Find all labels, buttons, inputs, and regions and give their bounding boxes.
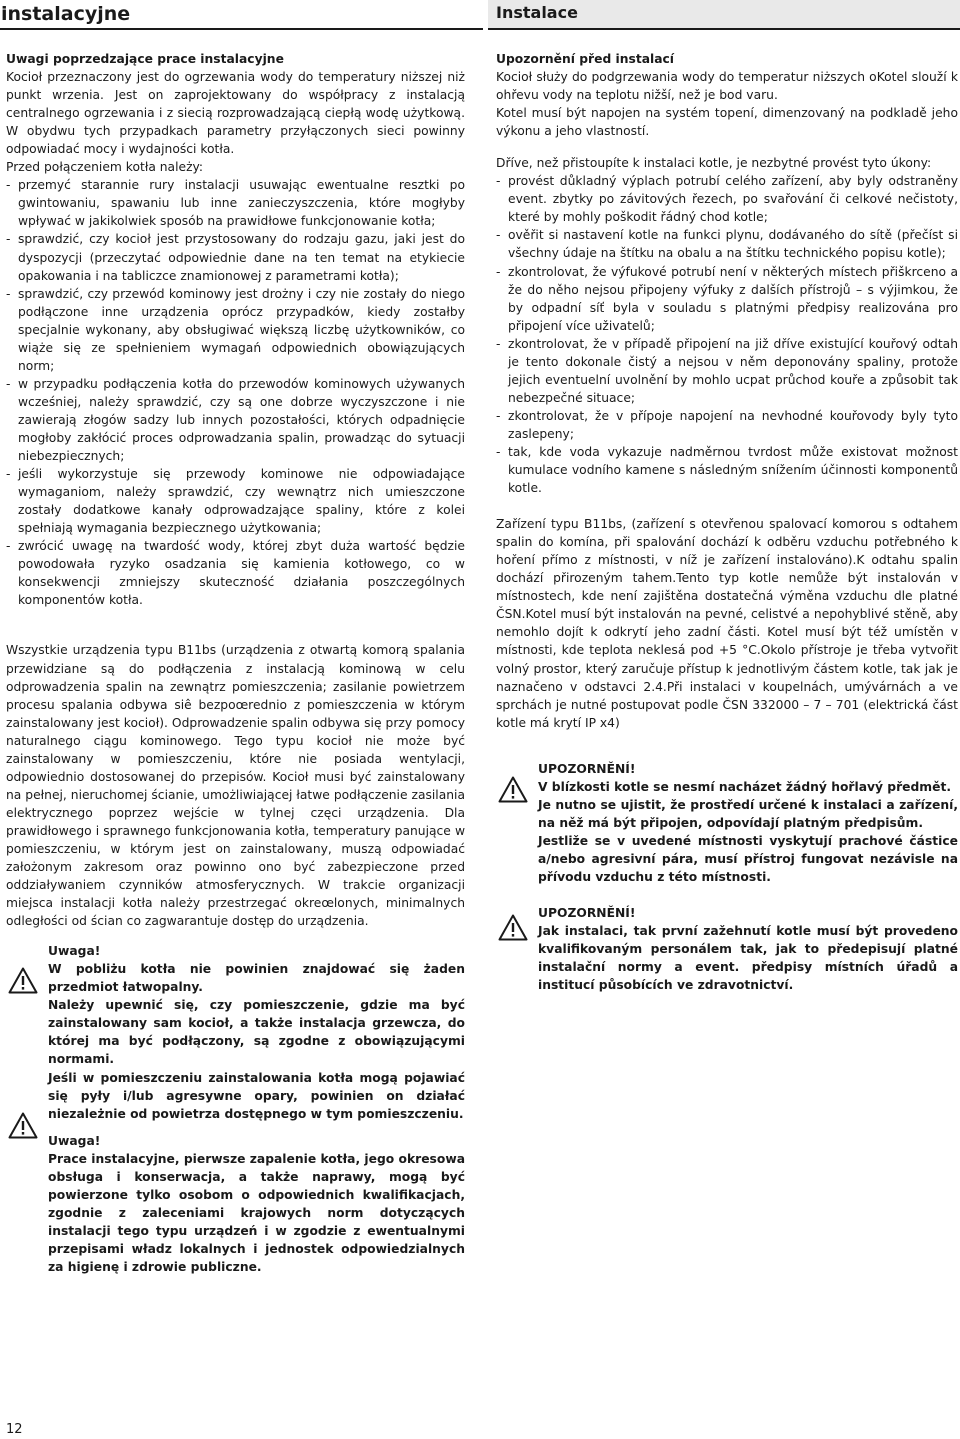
warning-box-2-czech	[496, 904, 958, 994]
warning-title: UPOZORNĚNÍ!	[538, 906, 636, 921]
paragraph-polish: Wszystkie urządzenia typu B11bs (urządzenia z otwartą komorą spalania przewidziane są do podłączenia z instalacją kominową w celu odprowadzenia spalin na zewnątrz pomieszczenia; zasilanie powietrzem procesu spalania odbywa siê bezpoœrednio z pomieszczenia w którym zainstalowany jest kocioł). Odprowadzenie spalin odbywa się przy pomocy naturalnego ciągu kominowego. Tego typu kocioł nie może być zainstalowany w pomieszczeniu, które nie posiada wentylacji, odpowiednio dostosowanej do przepisów. Kocioł musi być zainstalowany na pełnej, nieruchomej ścianie, umożliwiającej łatwe podłączenie zasilania elektrycznego poprzez wejście w tylnej częci urządzenia. Dla prawidłowego i sprawnego funkcjonowania kotła, temperatury panujące w pomieszczeniu, w którym jest on zainstalowany, muszą odpowiadać założonym zakresom oraz powinno ono być zabezpieczone przed oddziaływaniem czynników atmosferycznych. W trakcie organizacji miejsca instalacji kotła należy przestrzegać okreœlonych, minimalnych odległości od ścian co zagwarantuje dostęp do urządzenia.	[6, 643, 465, 929]
list-item: - przemyć starannie rury instalacji usuwając ewentualne resztki po gwintowaniu, spawaniu lub inne zanieczyszczenia, które mogłyby wpływać w jakikolwiek sposób na prawidłowe funkcjonowanie kotła;	[6, 176, 465, 230]
warning-triangle-icon	[498, 914, 528, 941]
list-item: - ověřit si nastavení kotle na funkci plynu, dodávaného do sítě (přečíst si všechny údaje na štítku na obalu a na štítku technického popisu kotle);	[496, 226, 958, 262]
warning-box-1-czech	[496, 760, 958, 886]
warning-line: W pobliżu kotła nie powinien znajdować się żaden przedmiot łatwopalny.	[48, 962, 465, 995]
intro-czech: Kocioł służy do podgrzewania wody do temperatur niższych oKotel slouží k ohřevu vody na teplotu nižší, než je bod varu.	[496, 70, 958, 103]
header-right	[488, 0, 960, 30]
list-item: - sprawdzić, czy przewód kominowy jest drożny i czy nie zostały do niego podłączone inne urządzenia oprócz przypadków, kiedy zostałby specjalnie wykonany, aby obsługiwać większą liczbę użytkowników, co wiąże się ze spełnieniem wymagań odpowiednich obowiązujących norm;	[6, 285, 465, 375]
list-item: - w przypadku podłączenia kotła do przewodów kominowych używanych wcześniej, należy sprawdzić, czy są one dobrze wyczyszczone i nie zawierają złogów sadzy lub innych pozostałości, których odpadnięcie mogłoby zakłócić proces odprowadzania spalin, prowadząc do sytuacji niebezpiecznych;	[6, 375, 465, 465]
warning-triangle-icon	[498, 776, 528, 803]
list-item: - zkontrolovat, že v případě připojení na již dříve existující kouřový odtah je tento dokonale čistý a nejsou v něm deponovány spaliny, protože jejich eventuelní uvolnění by mohlo ucpat průchod kouře a způsobit tak nebezpečné situace;	[496, 335, 958, 407]
warning-title: Uwaga!	[48, 1133, 101, 1148]
warning-line: Jestliže se v uvedené místnosti vyskytují prachové částice a/nebo agresivní pára, musí přístroj fungovat nezávisle na přívodu vzduchu z této místnosti.	[538, 833, 958, 884]
checklist-czech	[496, 172, 958, 497]
intro-polish: Kocioł przeznaczony jest do ogrzewania wody do temperatury niższej niż punkt wrzenia. Jest on zaprojektowany do współpracy z instalacją centralnego ogrzewania i z siecią rozprowadzającą ciepłą wodę użytkową. W obydwu tych przypadkach parametry przyłączonych sieci powinny odpowiadać mocy i wydajności kotła.	[6, 70, 465, 157]
before-czech: Dříve, než přistoupíte k instalaci kotle, je nezbytné provést tyto úkony:	[496, 156, 932, 171]
list-item: - provést důkladný výplach potrubí celého zařízení, aby byly odstraněny event. zbytky po závitových řezech, po svařování či celkové nečistoty, které by mohly poškodit řádný chod kotle;	[496, 172, 958, 226]
warning-line: Jak instalaci, tak první zažehnutí kotle musí být provedeno kvalifikovaným personálem tak, jak to předepisují platné instalační normy a event. předpisy místních úřadů a institucí působících ve zdravotnictví.	[538, 924, 958, 993]
column-polish	[6, 50, 465, 1276]
intro-czech-2: Kotel musí být napojen na systém topení, dimenzovaný na podkladě jeho výkonu a jeho vlastností.	[496, 106, 958, 139]
section-title-polish: instalacyjne	[1, 3, 131, 25]
warning-box-2-polish	[6, 1132, 465, 1276]
warning-line: Jeśli w pomieszczeniu zainstalowania kotła mogą pojawiać się pyły i/lub agresywne opary, powinien on działać niezależnie od powietrza dostępnego w tym pomieszczeniu.	[48, 1070, 465, 1121]
warning-title: Uwaga!	[48, 944, 101, 959]
heading-czech: Upozornění před instalací	[496, 52, 675, 66]
warning-box-1-polish	[6, 942, 465, 1122]
warning-triangle-icon	[8, 967, 38, 994]
list-item: - sprawdzić, czy kocioł jest przystosowany do rodzaju gazu, jaki jest do dyspozycji (przeczytać odpowiednie dane na ten temat na etykiecie opakowania i na tabliczce znamionowej z parametrami kotła);	[6, 230, 465, 284]
warning-line: Prace instalacyjne, pierwsze zapalenie kotła, jego okresowa obsługa i konserwacja, a także naprawy, mogą być powierzone tylko osobom o odpowiednich kwalifikacjach, zgodnie z zaleceniami krajowych norm dotyczących instalacji tego typu urządzeń i w zgodzie z ewentualnymi przepisami władz lokalnych i jednostek odpowiedzialnych za higienę i zdrowie publiczne.	[48, 1151, 465, 1274]
header-left	[0, 0, 483, 30]
page-number: 12	[6, 1422, 23, 1437]
section-title-czech: Instalace	[496, 3, 578, 22]
warning-line: Należy upewnić się, czy pomieszczenie, gdzie ma być zainstalowany sam kocioł, a także instalacja grzewcza, do której ma być podłączony, są zgodne z obowiązującymi normami.	[48, 998, 465, 1067]
list-item: - jeśli wykorzystuje się przewody kominowe nie odpowiadające wymaganiom, należy sprawdzić, czy wewnątrz nich umieszczone zostały dodatkowe kanały odprowadzające spaliny, które z kolei spełniają wymagania bezpiecznego użytkowania;	[6, 465, 465, 537]
warning-triangle-icon	[8, 1112, 38, 1139]
warning-line: V blízkosti kotle se nesmí nacházet žádný hořlavý předmět.	[538, 779, 952, 794]
list-item: - tak, kde voda vykazuje nadměrnou tvrdost může existovat možnost kumulace vodního kamene s následným snížením účinnosti komponentů kotle.	[496, 443, 958, 497]
list-item: - zkontrolovat, že v přípoje napojení na nevhodné kouřovody byly tyto zaslepeny;	[496, 407, 958, 443]
heading-polish: Uwagi poprzedzające prace instalacyjne	[6, 52, 284, 66]
list-item: - zkontrolovat, že výfukové potrubí není v některých místech přiškrceno a že do něho nejsou připojeny výfuky z dalších přístrojů – s výjimkou, že by odpadní síť byla v souladu s platnými předpisy realizována pro připojení více uživatelů;	[496, 263, 958, 335]
paragraph-czech: Zařízení typu B11bs, (zařízení s otevřenou spalovací komorou s odtahem spalin do komína, při spalování dochází k odběru vzduchu potřebného k hoření přímo z místnosti, v níž je zařízení instalováno).K odtahu spalin dochází přirozeným tahem.Tento typ kotle nemůže být instalován v místnostech, kde není zajištěna dostatečná výměna vzduchu dle platné ČSN.Kotel musí být instalován na pevné, celistvé a nepohyblivé stěně, aby nemohlo dojít k odkrytí jeho zadní části. Kotel musí být též umístěn v místnosti, kde teplota neklesá pod +5 °C.Okolo přístroje je třeba vytvořit volný prostor, který zaručuje přístup k jednotlivým částem kotle, tak jak je naznačeno v odstavci 2.4.Při instalaci v koupelnách, umývárnách a ve sprchách je nutné postupovat podle ČSN 332000 – 7 – 701 (elektrická část kotle má krytí IP x4)	[496, 517, 958, 730]
checklist-polish	[6, 176, 465, 609]
warning-title: UPOZORNĚNÍ!	[538, 761, 636, 776]
warning-line: Je nutno se ujistit, že prostředí určené k instalaci a zařízení, na něž má být připojen, odpovídají platným předpisům.	[538, 797, 958, 830]
list-item: - zwrócić uwagę na twardość wody, której zbyt duża wartość będzie powodowała ryzyko osadzania się kamienia kotłowego, co w konsekwencji zmniejszy skuteczność działania poszczególnych komponentów kotła.	[6, 537, 465, 609]
before-polish: Przed połączeniem kotła należy:	[6, 160, 204, 175]
column-czech	[496, 50, 958, 994]
